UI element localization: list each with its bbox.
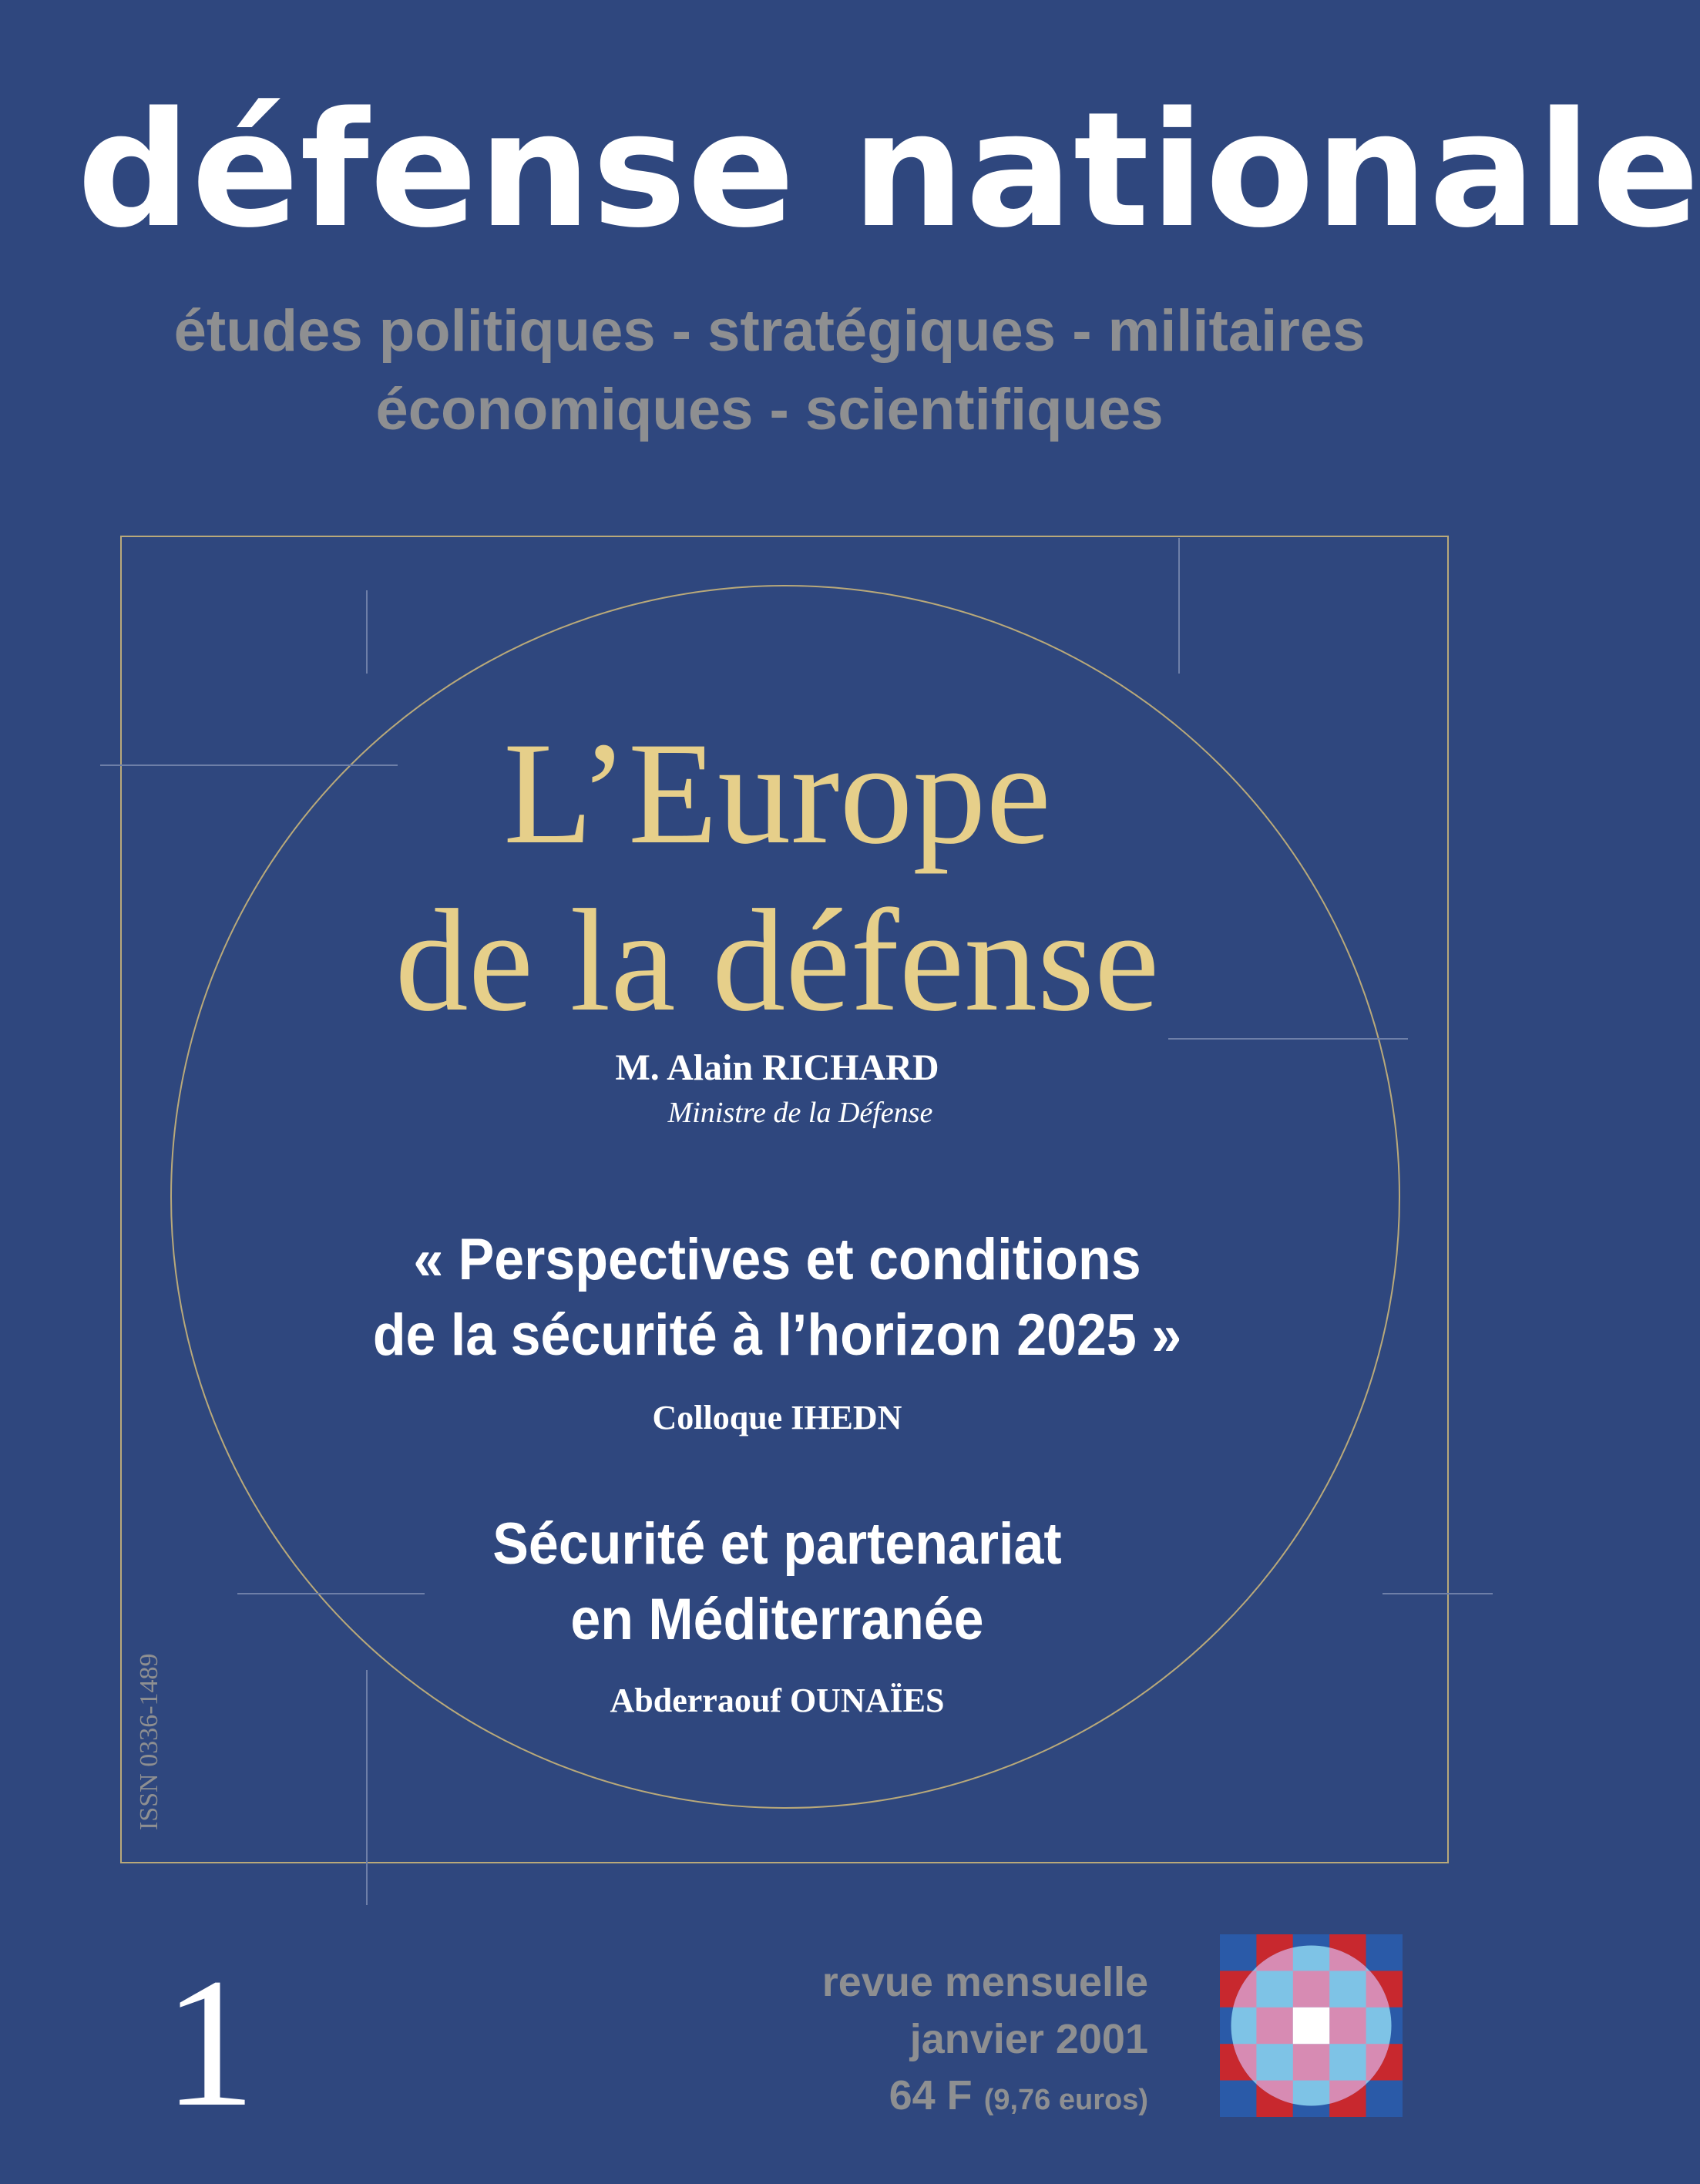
masthead-title: défense nationale — [77, 78, 1700, 263]
issue-frequency: revue mensuelle — [821, 1959, 1148, 2005]
issue-price-value: 64 F — [889, 2072, 973, 2118]
feature-title-line1: L’Europe — [503, 713, 1051, 875]
feature-title-line2: de la défense — [395, 880, 1160, 1042]
issue-number: 1 — [163, 1940, 256, 2145]
issn-label: ISSN 0336-1489 — [135, 1653, 163, 1830]
article-2-byline: Abderraouf OUNAÏES — [610, 1682, 945, 1719]
emblem-center — [1293, 2008, 1329, 2044]
issue-price-euro: (9,76 euros) — [983, 2084, 1148, 2116]
article-2-title-line1: Sécurité et partenariat — [492, 1511, 1062, 1577]
article-1-byline: Colloque IHEDN — [652, 1399, 902, 1436]
feature-author-role: Ministre de la Défense — [667, 1097, 933, 1129]
issue-price — [763, 2072, 1148, 2118]
article-1-title-line2: de la sécurité à l’horizon 2025 » — [372, 1302, 1182, 1368]
checkered-emblem-icon — [1220, 1934, 1403, 2117]
masthead-subtitle-line2: économiques - scientifiques — [375, 377, 1164, 442]
feature-author: M. Alain RICHARD — [615, 1047, 939, 1088]
article-1-title-line1: « Perspectives et conditions — [413, 1227, 1141, 1292]
issue-date: janvier 2001 — [909, 2016, 1148, 2062]
masthead-subtitle-line1: études politiques - stratégiques - militaires — [173, 298, 1366, 364]
article-2-title-line2: en Méditerranée — [570, 1587, 984, 1652]
